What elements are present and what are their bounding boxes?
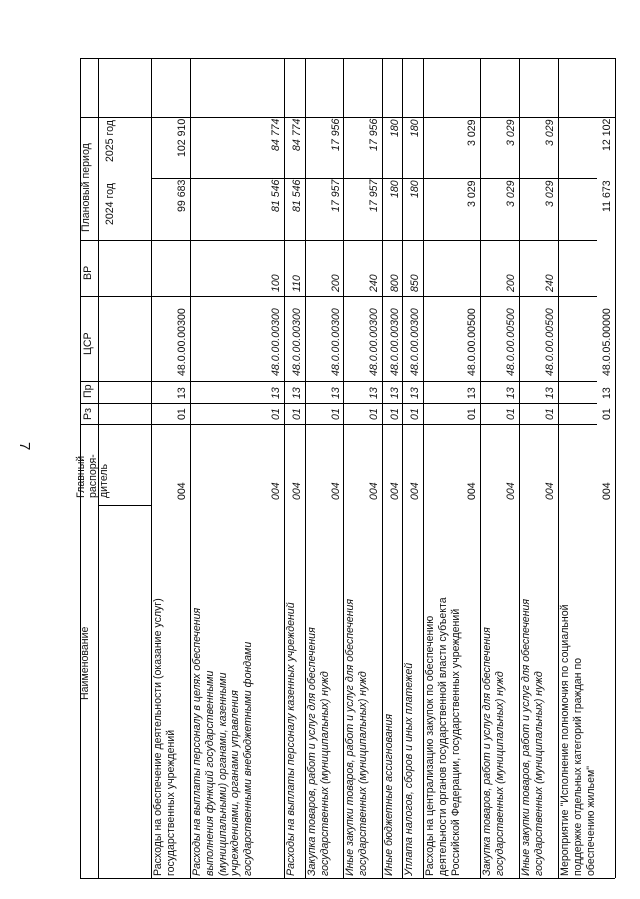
row-value-2025: 12 102 [601,118,614,151]
row-grbs: 004 [505,482,518,500]
row-grbs: 004 [466,482,479,500]
row-csr: 48.0.00.00300 [388,308,401,376]
row-value-2025: 17 956 [368,118,381,151]
row-pr: 13 [329,387,342,399]
row-name: Расходы на обеспечение деятельности (оказание услуг) государственных учреждений [152,598,177,876]
row-csr: 48.0.00.00300 [329,308,342,376]
row-name: Иные бюджетные ассигнования [383,713,396,876]
row-value-2025: 3 029 [543,119,556,146]
row-divider [519,58,520,878]
row-pr: 13 [368,387,381,399]
row-rz: 01 [290,408,303,420]
row-csr: 48.0.00.00300 [290,308,303,376]
row-vr: 100 [270,274,283,292]
row-vr: 240 [368,274,381,292]
row-vr: 110 [290,275,303,292]
row-divider [343,58,344,878]
row-rz: 01 [408,408,421,420]
row-vr: 850 [408,274,421,292]
row-rz: 01 [466,408,479,420]
row-value-2024: 180 [408,180,421,198]
header-planned-period: Плановый период [80,143,92,232]
row-csr: 48.0.00.00300 [270,308,283,376]
row-value-2025: 180 [388,119,401,137]
row-rz: 01 [388,408,401,420]
row-value-2025: 84 774 [270,118,283,151]
row-rz: 01 [329,408,342,420]
column-divider [80,117,615,118]
row-rz: 01 [601,408,614,420]
row-value-2024: 3 029 [466,180,479,207]
row-csr: 48.0.05.00000 [601,308,614,376]
row-grbs: 004 [270,482,283,500]
row-value-2025: 17 956 [329,118,342,151]
table-border [80,58,615,59]
header-year-2024: 2024 год [104,183,116,225]
row-grbs: 004 [290,482,303,500]
row-name: Закупка товаров, работ и услуг для обеспечения государственных (муниципальных) нужд [481,627,506,876]
row-vr: 200 [505,274,518,292]
header-vr: ВР [82,265,94,280]
header-name: Наименование [79,626,91,700]
row-divider [305,58,306,878]
row-grbs: 004 [388,482,401,500]
row-divider [402,58,403,878]
header-grbs: Главный распоря- дитель [75,454,111,498]
row-value-2024: 11 673 [601,180,614,212]
row-name: Иные закупки товаров, работ и услуг для обеспечения государственных (муниципальных) нужд [344,598,370,876]
row-rz: 01 [368,408,381,420]
row-csr: 48.0.00.00500 [543,308,556,376]
row-pr: 13 [466,387,479,399]
row-pr: 13 [408,387,421,399]
row-value-2025: 3 029 [505,119,518,146]
row-grbs: 004 [368,482,381,500]
row-name: Расходы на выплаты персоналу казенных учреждений [285,602,298,876]
row-pr: 13 [290,387,303,399]
row-csr: 48.0.00.00300 [368,308,381,376]
row-csr: 48.0.00.00300 [408,308,421,376]
row-csr: 48.0.00.00300 [176,308,188,376]
row-pr: 13 [388,387,401,399]
row-grbs: 004 [329,482,342,500]
row-value-2025: 3 029 [466,119,479,146]
row-vr: 200 [329,274,342,292]
row-divider [190,58,191,878]
header-year-2025: 2025 год [104,120,116,162]
row-value-2024: 180 [388,180,401,198]
row-divider [558,58,559,878]
row-divider [423,58,424,878]
row-pr: 13 [505,387,518,399]
row-name: Уплата налогов, сборов и иных платежей [403,662,416,876]
row-name: Расходы на выплаты персоналу в целях обеспечения выполнения функций государственными (муниципальными) органами, казенными учреждениями, органами управления государственными внебюджетными фондами [190,607,254,876]
row-name: Иные закупки товаров, работ и услуг для обеспечения государственных (муниципальных) нужд [519,598,545,876]
row-grbs: 004 [408,482,421,500]
header-pr: Пр [82,384,94,398]
row-value-2025: 84 774 [290,118,303,151]
column-divider [98,505,151,506]
row-value-2024: 81 546 [270,179,283,212]
row-name: Расходы на централизацию закупок по обеспечению деятельности органов государственной власти субъекта Российской Федерации, государственных учреждений [423,597,462,876]
row-divider [382,58,383,878]
row-grbs: 004 [176,482,188,500]
row-pr: 13 [601,387,614,399]
row-value-2025: 180 [408,119,421,137]
row-value-2024: 99 683 [176,179,188,212]
page-number: 7 [16,442,33,451]
row-divider [284,58,285,878]
row-divider [480,58,481,878]
row-csr: 48.0.00.00500 [505,308,518,376]
row-vr: 800 [388,274,401,292]
row-value-2025: 102 910 [176,118,188,157]
row-grbs: 004 [543,482,556,500]
header-rz: Рз [82,408,94,420]
row-value-2024: 3 029 [505,180,518,207]
row-name: Мероприятие "Исполнение полномочия по социальной поддержке отдельных категорий граждан по обеспечению жильем" [558,604,597,876]
row-csr: 48.0.00.00500 [466,308,479,376]
row-pr: 13 [176,387,188,399]
row-value-2024: 81 546 [290,179,303,212]
row-rz: 01 [543,408,556,420]
row-value-2024: 17 957 [329,179,342,212]
row-value-2024: 17 957 [368,179,381,212]
table-border [80,878,615,879]
row-name: Закупка товаров, работ и услуг для обеспечения государственных (муниципальных) нужд [305,627,331,876]
row-rz: 01 [505,408,518,420]
row-vr: 240 [543,274,556,292]
row-rz: 01 [176,408,188,420]
row-pr: 13 [270,387,283,399]
table-border [615,58,616,878]
row-pr: 13 [543,387,556,399]
row-value-2024: 3 029 [543,180,556,207]
row-grbs: 004 [601,482,614,500]
header-csr: ЦСР [82,332,94,355]
row-rz: 01 [270,408,283,420]
